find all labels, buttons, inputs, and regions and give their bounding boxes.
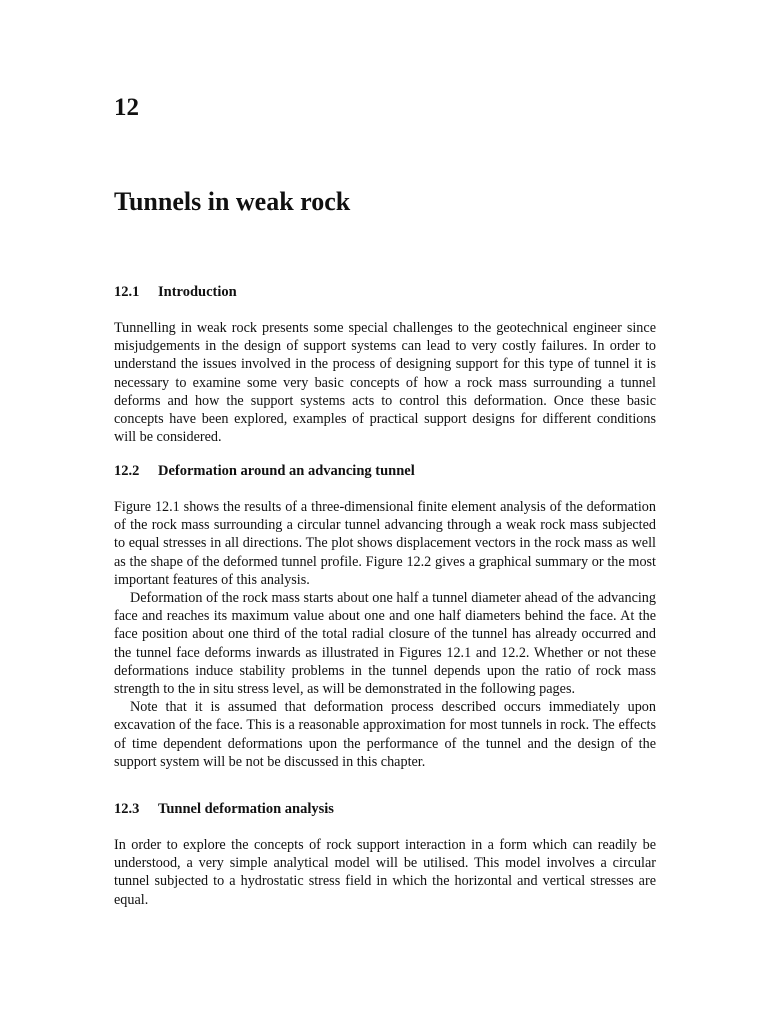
section-heading-12-3 (114, 801, 334, 818)
paragraph: Tunnelling in weak rock presents some special challenges to the geotechnical engineer since misjudgements in the design of support systems can lead to very costly failures. In order to understand the issues involved in the process of designing support for this type of tunnel it is necessary to examine some very basic concepts of how a rock mass surrounding a tunnel deforms and how the support systems acts to control this deformation. Once these basic concepts have been explored, examples of practical support designs for different conditions will be considered. (114, 320, 656, 446)
section-body-12-2 (114, 498, 656, 771)
paragraph: Deformation of the rock mass starts about one half a tunnel diameter ahead of the advancing face and reaches its maximum value about one and one half diameters behind the face. At the face position about one third of the total radial closure of the tunnel has already occurred and the tunnel face deforms inwards as illustrated in Figures 12.1 and 12.2. Whether or not these deformations induce stability problems in the tunnel depends upon the ratio of rock mass strength to the in situ stress level, as will be demonstrated in the following pages. (114, 590, 656, 698)
paragraph: Figure 12.1 shows the results of a three-dimensional finite element analysis of the deformation of the rock mass surrounding a circular tunnel advancing through a weak rock mass subjected to equal stresses in all directions. The plot shows displacement vectors in the rock mass as well as the shape of the deformed tunnel profile. Figure 12.2 gives a graphical summary or the most important features of this analysis. (114, 499, 656, 588)
chapter-title: Tunnels in weak rock (114, 187, 351, 216)
section-heading-12-1 (114, 284, 237, 301)
section-title: Introduction (158, 284, 237, 300)
section-title: Tunnel deformation analysis (158, 801, 334, 817)
section-number: 12.3 (114, 801, 140, 817)
section-heading-12-2 (114, 463, 415, 480)
section-title: Deformation around an advancing tunnel (158, 463, 415, 479)
paragraph: Note that it is assumed that deformation process described occurs immediately upon excavation of the face. This is a reasonable approximation for most tunnels in rock. The effects of time dependent deformations upon the performance of the tunnel and the design of the support system will be not be discussed in this chapter. (114, 699, 656, 770)
chapter-number: 12 (114, 94, 139, 121)
section-number: 12.2 (114, 463, 140, 479)
section-body-12-3 (114, 836, 656, 909)
paragraph: In order to explore the concepts of rock support interaction in a form which can readily be understood, a very simple analytical model will be utilised. This model involves a circular tunnel subjected to a hydrostatic stress field in which the horizontal and vertical stresses are equal. (114, 837, 656, 908)
section-body-12-1 (114, 319, 656, 446)
section-number: 12.1 (114, 284, 140, 300)
